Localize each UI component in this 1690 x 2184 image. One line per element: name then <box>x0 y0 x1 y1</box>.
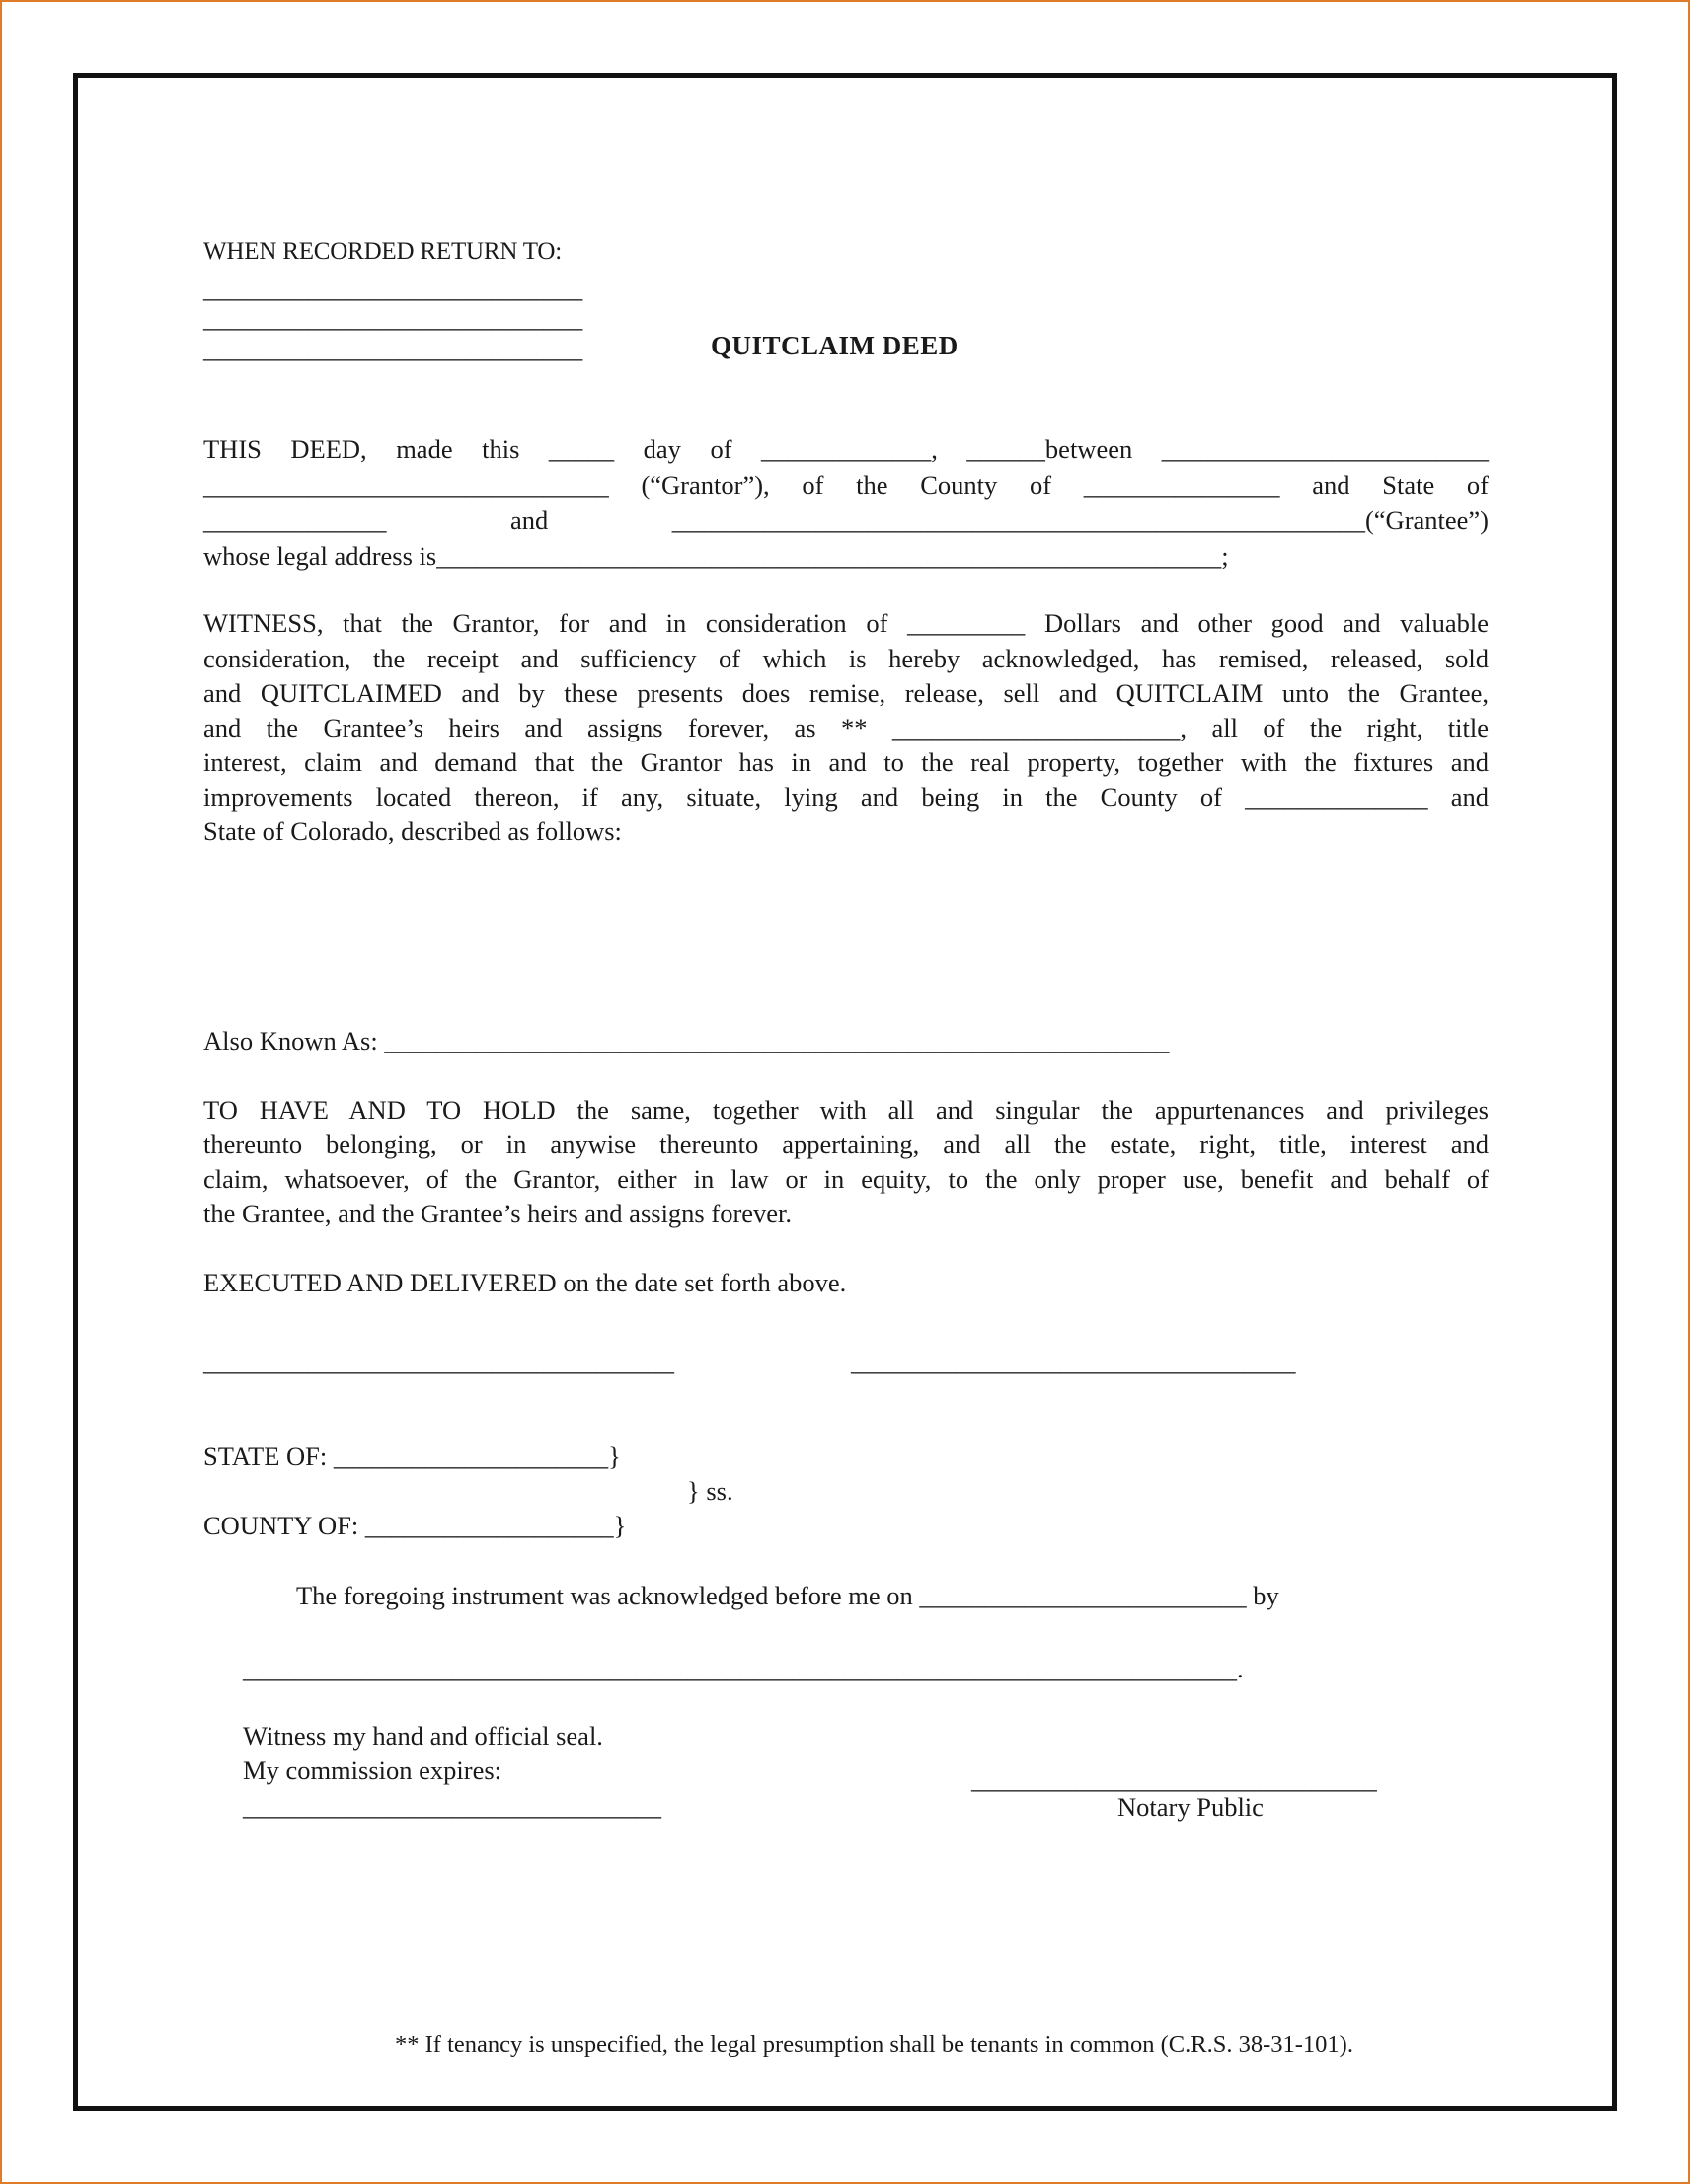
notary-public-label: Notary Public <box>1117 1792 1264 1822</box>
acknowledged-statement: The foregoing instrument was acknowledged before me on _________________________ by <box>296 1581 1279 1610</box>
grantor-signature-line-2[interactable]: __________________________________ <box>851 1347 1296 1376</box>
witness-line-6: improvements located thereon, if any, situate, lying and being in the County of ______________ and <box>203 782 1489 812</box>
parties-line-4: whose legal address is____________________________________________________________; <box>203 541 1229 571</box>
also-known-as: Also Known As: ____________________________________________________________ <box>203 1026 1170 1055</box>
habendum-line-1: TO HAVE AND TO HOLD the same, together with all and singular the appurtenances and privileges <box>203 1095 1489 1125</box>
grantor-signature-line-1[interactable]: ____________________________________ <box>203 1347 674 1376</box>
ss-bracket: } ss. <box>687 1476 733 1506</box>
state-of-line: STATE OF: _____________________} <box>203 1442 621 1471</box>
parties-line-1: THIS DEED, made this _____ day of _____________, ______between _________________________ <box>203 434 1489 464</box>
county-of-line: COUNTY OF: ___________________} <box>203 1511 627 1540</box>
return-to-label: WHEN RECORDED RETURN TO: <box>203 238 563 265</box>
habendum-line-4: the Grantee, and the Grantee’s heirs and assigns forever. <box>203 1199 793 1228</box>
executed-statement: EXECUTED AND DELIVERED on the date set forth above. <box>203 1268 847 1297</box>
witness-line-4: and the Grantee’s heirs and assigns forever, as ** ______________________, all of the right, title <box>203 713 1489 742</box>
document-title: QUITCLAIM DEED <box>711 331 959 360</box>
parties-line-2: _______________________________ (“Grantor”), of the County of _______________ and State of <box>203 470 1489 500</box>
commission-expires-label: My commission expires: <box>243 1755 502 1785</box>
witness-line-2: consideration, the receipt and sufficiency of which is hereby acknowledged, has remised, released, sold <box>203 644 1489 673</box>
notary-signature-line[interactable]: _______________________________ <box>971 1764 1377 1794</box>
commission-expires-line[interactable]: ________________________________ <box>243 1791 661 1821</box>
return-address-line-3[interactable]: _____________________________ <box>203 334 583 363</box>
parties-line-3: ______________ and _____________________________________________________(“Grantee”) <box>203 506 1489 535</box>
habendum-line-3: claim, whatsoever, of the Grantor, either in law or in equity, to the only proper use, benefit and behalf of <box>203 1164 1489 1194</box>
witness-line-5: interest, claim and demand that the Grantor has in and to the real property, together with the fixtures and <box>203 747 1489 777</box>
acknowledged-by-line[interactable]: ____________________________________________________________________________. <box>243 1654 1244 1683</box>
witness-line-3: and QUITCLAIMED and by these presents does remise, release, sell and QUITCLAIM unto the Grantee, <box>203 678 1489 708</box>
return-address-line-1[interactable]: _____________________________ <box>203 273 583 303</box>
witness-line-7: State of Colorado, described as follows: <box>203 817 622 846</box>
habendum-line-2: thereunto belonging, or in anywise thereunto appertaining, and all the estate, right, title, interest and <box>203 1130 1489 1159</box>
witness-hand-seal: Witness my hand and official seal. <box>243 1721 603 1751</box>
witness-line-1: WITNESS, that the Grantor, for and in consideration of _________ Dollars and other good and valuable <box>203 608 1489 638</box>
return-address-line-2[interactable]: _____________________________ <box>203 303 583 333</box>
tenancy-footnote: ** If tenancy is unspecified, the legal presumption shall be tenants in common (C.R.S. 38-31-101). <box>395 2031 1353 2058</box>
